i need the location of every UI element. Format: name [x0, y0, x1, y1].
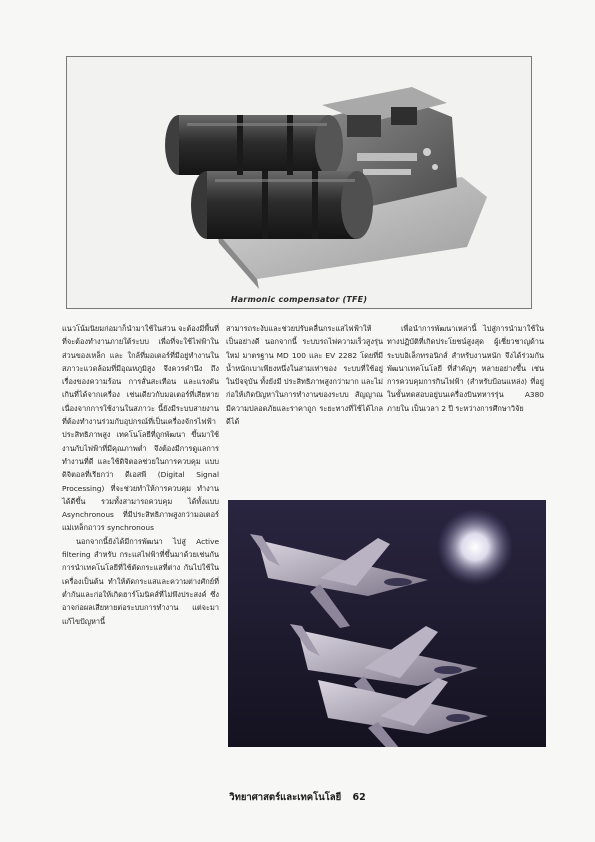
- page-footer: [0, 790, 595, 805]
- text-column-1: [62, 322, 219, 628]
- jets-illustration: [228, 500, 546, 747]
- paragraph: นอกจากนี้ยังได้มีการพัฒนา ไปสู่ Active filtering สำหรับ กระแสไฟฟ้าที่ขึ้นมาด้วยเช่นกัน การนำเทคโนโลยีที่ใช้ตัดกระแสที่ต่าง กันไปใช้ในเครื่องเป็นต้น ทำให้ตัดกระแสและความต่างศักย์ที่ต่ำกันและก่อให้เกิดฮาร์โมนิคส์ที่ไม่พึงประสงค์ ซึ่งอาจก่อผลเสียหายต่อระบบการทำงาน แต่จะมาแก้ไขปัญหานี้: [62, 536, 219, 626]
- paragraph: สามารถระงับและช่วยปรับคลื่นกระแสไฟฟ้าให้เป็นอย่างดี นอกจากนี้ ระบบรถไฟความเร็วสูงรุ่นใหม่ มาตรฐาน MD 100 และ EV 2282 โดยที่มีน้ำหนักเบาเพียงหนึ่งในสามเท่าของ ระบบที่ใช้อยู่ในปัจจุบัน ทั้งยังมี ประสิทธิภาพสูงกว่ามาก และไม่ก่อให้เกิดปัญหาในการทำงานของระบบ สัญญาณ มีความปลอดภัยและราคาถูก ระยะทางที่ใช้ได้ไกลดีได้: [226, 324, 383, 427]
- page-number: 62: [352, 792, 366, 803]
- text-column-2: [226, 322, 383, 428]
- paragraph: เพื่อนำการพัฒนาเหล่านี้ ไปสู่การนำมาใช้ในทางปฏิบัติที่เกิดประโยชน์สูงสุด ผู้เชี่ยวชาญด้านระบบอิเล็กทรอนิกส์ สำหรับงานหนัก จึงได้ร่วมกันพัฒนาเทคโนโลยี ที่สำคัญๆ หลายอย่างขึ้น เช่น การควบคุมการกินไฟฟ้า (สำหรับป้อนแหล่ง) ที่อยู่ในขั้นทดสอบอยู่บนเครื่องบินทหารรุ่น A380 ภายใน เป็นเวลา 2 ปี ระหว่างการศึกษาวิจัย: [387, 324, 544, 413]
- journal-name: วิทยาศาสตร์และเทคโนโลยี: [229, 792, 342, 803]
- figure-jets-formation: [228, 500, 546, 747]
- harmonic-compensator-photo: [67, 57, 533, 310]
- figure-harmonic-compensator: [66, 56, 532, 309]
- text-column-3: [387, 322, 544, 415]
- figure-caption: Harmonic compensator (TFE): [230, 295, 368, 304]
- paragraph: แนวโน้มนิยมก่อมาก็นำมาใช้ในส่วน จะต้องมีพื้นที่ที่จะต้องทำงานภายใต้ระบบ เพื่อที่จะใช้ไฟฟ้าในส่วนของเหล็ก และ ใกล้ที่มอเตอร์ที่มีอยู่ทำงานในสภาวะแวดล้อมที่มีอุณหภูมิสูง จึงควรคำนึง ถึงเรื่องของความร้อน การสั่นสะเทือน และแรงดันเกินที่ได้จากเครื่อง เช่นเดียวกับมอเตอร์ที่เสียหายเนื่องจากการใช้งานในสภาวะ นี้ยังมีระบบสายงานที่ต้องทำงานร่วมกับอุปกรณ์ที่เป็นเครื่องจักรไฟฟ้า ประสิทธิภาพสูง เทคโนโลยีที่ถูกพัฒนา ขึ้นมาใช้งานกับไฟฟ้าที่มีคุณภาพต่ำ จึงต้องมีการดูแลการทำงานที่ดี และใช้ดิจิตอลช่วยในการควบคุม แบบดิจิตอลที่เรียกว่า ดีเอสพี (Digital Signal Processing) ที่จะช่วยทำให้การควบคุม ทำงานได้ดีขึ้น รวมทั้งสามารถควบคุม ได้ทั้งแบบ Asynchronous ที่มีประสิทธิภาพสูงกว่ามอเตอร์ แม่เหล็กถาวร synchronous: [62, 324, 219, 533]
